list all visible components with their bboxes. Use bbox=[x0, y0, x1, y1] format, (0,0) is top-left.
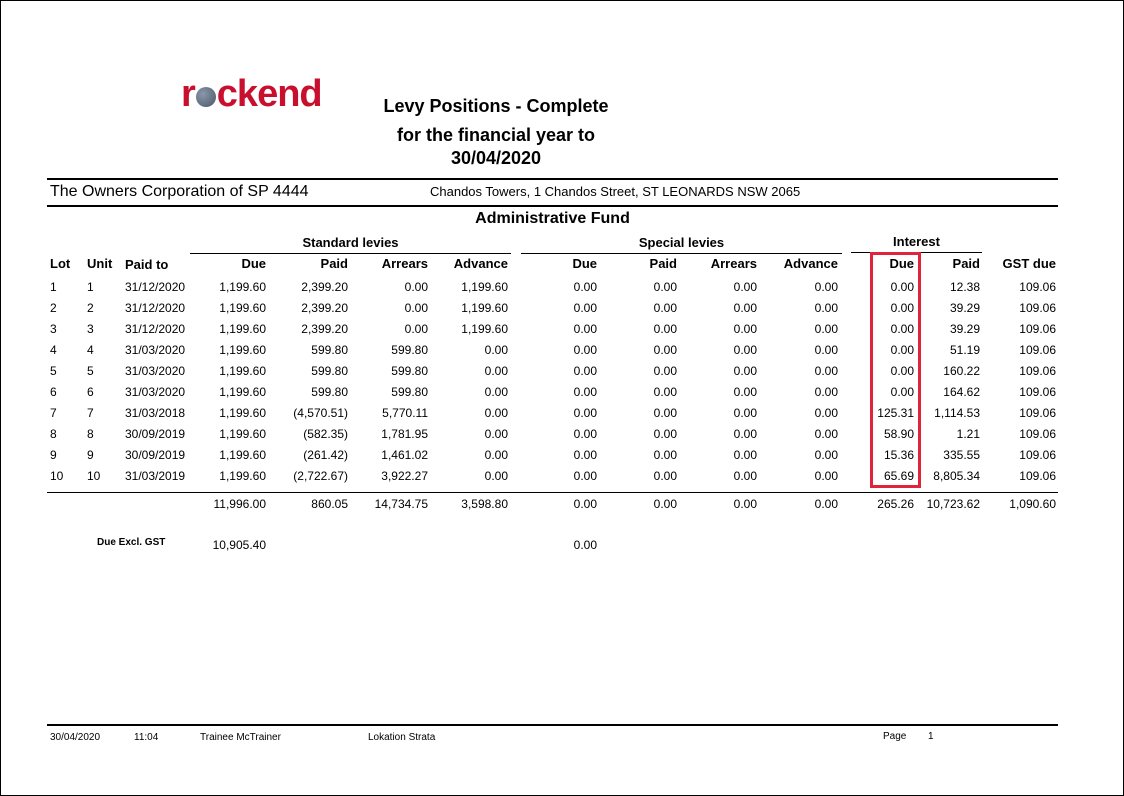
cell-spec-due: 0.00 bbox=[573, 427, 597, 441]
cell-int-paid: 39.29 bbox=[949, 322, 980, 336]
cell-spec-due: 0.00 bbox=[573, 343, 597, 357]
cell-paid-to: 31/03/2019 bbox=[125, 469, 186, 483]
cell-int-paid: 160.22 bbox=[943, 364, 980, 378]
cell-spec-paid: 0.00 bbox=[653, 406, 677, 420]
cell-unit: 9 bbox=[87, 448, 94, 462]
due-excl-gst-label: Due Excl. GST bbox=[97, 537, 166, 548]
cell-paid-to: 31/12/2020 bbox=[125, 280, 186, 294]
cell-std-due: 1,199.60 bbox=[219, 448, 266, 462]
cell-spec-paid: 0.00 bbox=[653, 301, 677, 315]
cell-gst-due: 109.06 bbox=[1019, 385, 1056, 399]
footer-user: Trainee McTrainer bbox=[200, 732, 281, 743]
group-interest: Interest bbox=[893, 234, 940, 249]
cell-std-paid: 2,399.20 bbox=[301, 322, 348, 336]
total-std-paid: 860.05 bbox=[311, 497, 348, 511]
cell-spec-due: 0.00 bbox=[573, 364, 597, 378]
cell-gst-due: 109.06 bbox=[1019, 448, 1056, 462]
cell-std-arrears: 1,781.95 bbox=[381, 427, 428, 441]
group-underline bbox=[190, 253, 511, 254]
cell-std-due: 1,199.60 bbox=[219, 343, 266, 357]
col-header-int-paid: Paid bbox=[952, 256, 980, 271]
cell-std-arrears: 5,770.11 bbox=[382, 406, 428, 420]
cell-paid-to: 31/03/2018 bbox=[125, 406, 186, 420]
cell-std-advance: 0.00 bbox=[484, 448, 508, 462]
cell-std-advance: 1,199.60 bbox=[461, 301, 508, 315]
report-subtitle: for the financial year to bbox=[396, 125, 596, 145]
total-spec-paid: 0.00 bbox=[653, 497, 677, 511]
cell-spec-advance: 0.00 bbox=[814, 427, 838, 441]
cell-spec-advance: 0.00 bbox=[814, 364, 838, 378]
cell-std-due: 1,199.60 bbox=[219, 301, 266, 315]
cell-unit: 2 bbox=[87, 301, 94, 315]
cell-int-due: 15.36 bbox=[883, 448, 914, 462]
cell-unit: 6 bbox=[87, 385, 94, 399]
cell-paid-to: 31/12/2020 bbox=[125, 322, 186, 336]
cell-unit: 5 bbox=[87, 364, 94, 378]
cell-std-paid: (2,722.67) bbox=[293, 469, 348, 483]
cell-spec-due: 0.00 bbox=[573, 301, 597, 315]
cell-spec-paid: 0.00 bbox=[653, 385, 677, 399]
cell-lot: 9 bbox=[50, 448, 57, 462]
cell-spec-advance: 0.00 bbox=[814, 322, 838, 336]
cell-spec-advance: 0.00 bbox=[814, 301, 838, 315]
cell-spec-arrears: 0.00 bbox=[733, 301, 757, 315]
cell-lot: 8 bbox=[50, 427, 57, 441]
col-header-int-due: Due bbox=[889, 256, 914, 271]
cell-int-due: 0.00 bbox=[890, 343, 914, 357]
footer-page-label: Page bbox=[883, 731, 907, 742]
cell-spec-due: 0.00 bbox=[573, 469, 597, 483]
totals-divider bbox=[47, 492, 1058, 493]
footer-company: Lokation Strata bbox=[368, 732, 436, 743]
col-header-std-paid: Paid bbox=[320, 256, 348, 271]
cell-lot: 2 bbox=[50, 301, 57, 315]
corp-name: The Owners Corporation of SP 4444 bbox=[50, 183, 309, 200]
col-header-spec-paid: Paid bbox=[649, 256, 677, 271]
total-gst-due: 1,090.60 bbox=[1009, 497, 1056, 511]
cell-std-due: 1,199.60 bbox=[219, 364, 266, 378]
total-spec-advance: 0.00 bbox=[814, 497, 838, 511]
cell-lot: 7 bbox=[50, 406, 57, 420]
cell-std-arrears: 599.80 bbox=[391, 364, 428, 378]
cell-std-arrears: 599.80 bbox=[391, 385, 428, 399]
cell-std-advance: 0.00 bbox=[484, 427, 508, 441]
cell-std-arrears: 0.00 bbox=[404, 280, 428, 294]
cell-std-advance: 1,199.60 bbox=[461, 322, 508, 336]
cell-std-advance: 0.00 bbox=[484, 469, 508, 483]
cell-spec-arrears: 0.00 bbox=[733, 280, 757, 294]
cell-std-advance: 0.00 bbox=[484, 364, 508, 378]
cell-lot: 1 bbox=[50, 280, 57, 294]
cell-std-advance: 0.00 bbox=[484, 343, 508, 357]
cell-unit: 7 bbox=[87, 406, 94, 420]
cell-std-arrears: 3,922.27 bbox=[381, 469, 428, 483]
total-std-arrears: 14,734.75 bbox=[374, 497, 428, 511]
logo-globe-icon bbox=[196, 87, 216, 107]
cell-unit: 8 bbox=[87, 427, 94, 441]
cell-spec-advance: 0.00 bbox=[814, 385, 838, 399]
total-int-paid: 10,723.62 bbox=[926, 497, 980, 511]
fund-title: Administrative Fund bbox=[475, 210, 630, 227]
cell-gst-due: 109.06 bbox=[1019, 322, 1056, 336]
cell-gst-due: 109.06 bbox=[1019, 427, 1056, 441]
col-header-paid-to: Paid to bbox=[125, 257, 169, 272]
cell-spec-arrears: 0.00 bbox=[733, 406, 757, 420]
cell-paid-to: 31/03/2020 bbox=[125, 385, 186, 399]
cell-int-paid: 1,114.53 bbox=[934, 406, 980, 420]
group-standard-levies: Standard levies bbox=[302, 235, 399, 250]
cell-spec-arrears: 0.00 bbox=[733, 469, 757, 483]
due-excl-gst-special: 0.00 bbox=[573, 538, 597, 552]
total-int-due: 265.26 bbox=[877, 497, 914, 511]
cell-paid-to: 30/09/2019 bbox=[125, 448, 186, 462]
corp-address: Chandos Towers, 1 Chandos Street, ST LEONARDS NSW 2065 bbox=[430, 184, 801, 199]
cell-lot: 4 bbox=[50, 343, 57, 357]
cell-int-paid: 12.38 bbox=[949, 280, 980, 294]
col-header-spec-due: Due bbox=[572, 256, 597, 271]
cell-int-paid: 335.55 bbox=[943, 448, 980, 462]
cell-gst-due: 109.06 bbox=[1019, 469, 1056, 483]
footer-time: 11:04 bbox=[134, 732, 159, 743]
cell-spec-due: 0.00 bbox=[573, 322, 597, 336]
col-header-std-advance: Advance bbox=[453, 256, 508, 271]
footer-page-number: 1 bbox=[928, 731, 934, 742]
cell-spec-paid: 0.00 bbox=[653, 364, 677, 378]
cell-spec-due: 0.00 bbox=[573, 406, 597, 420]
cell-gst-due: 109.06 bbox=[1019, 364, 1056, 378]
cell-gst-due: 109.06 bbox=[1019, 343, 1056, 357]
due-excl-gst-standard: 10,905.40 bbox=[212, 538, 266, 552]
cell-std-due: 1,199.60 bbox=[219, 469, 266, 483]
group-special-levies: Special levies bbox=[638, 235, 725, 250]
cell-int-due: 0.00 bbox=[890, 385, 914, 399]
cell-int-paid: 1.21 bbox=[956, 427, 980, 441]
cell-gst-due: 109.06 bbox=[1019, 406, 1056, 420]
col-header-std-due: Due bbox=[241, 256, 266, 271]
cell-spec-advance: 0.00 bbox=[814, 406, 838, 420]
cell-paid-to: 30/09/2019 bbox=[125, 427, 186, 441]
cell-unit: 4 bbox=[87, 343, 94, 357]
divider bbox=[47, 205, 1058, 207]
cell-std-advance: 1,199.60 bbox=[461, 280, 508, 294]
cell-spec-paid: 0.00 bbox=[653, 280, 677, 294]
cell-lot: 10 bbox=[50, 469, 64, 483]
total-std-advance: 3,598.80 bbox=[461, 497, 508, 511]
total-spec-due: 0.00 bbox=[573, 497, 597, 511]
total-std-due: 11,996.00 bbox=[213, 497, 266, 511]
divider bbox=[47, 178, 1058, 180]
rockend-logo: r ckend bbox=[181, 73, 322, 115]
cell-spec-arrears: 0.00 bbox=[733, 322, 757, 336]
cell-spec-due: 0.00 bbox=[573, 280, 597, 294]
cell-spec-paid: 0.00 bbox=[653, 427, 677, 441]
cell-std-paid: 599.80 bbox=[311, 385, 348, 399]
cell-paid-to: 31/03/2020 bbox=[125, 364, 186, 378]
cell-lot: 6 bbox=[50, 385, 57, 399]
cell-paid-to: 31/03/2020 bbox=[125, 343, 186, 357]
cell-std-due: 1,199.60 bbox=[219, 406, 266, 420]
cell-spec-paid: 0.00 bbox=[653, 448, 677, 462]
cell-unit: 1 bbox=[87, 280, 94, 294]
cell-spec-due: 0.00 bbox=[573, 448, 597, 462]
cell-spec-arrears: 0.00 bbox=[733, 343, 757, 357]
cell-spec-paid: 0.00 bbox=[653, 469, 677, 483]
cell-lot: 3 bbox=[50, 322, 57, 336]
cell-std-arrears: 0.00 bbox=[404, 322, 428, 336]
cell-std-paid: (4,570.51) bbox=[293, 406, 348, 420]
cell-std-arrears: 599.80 bbox=[391, 343, 428, 357]
cell-int-due: 0.00 bbox=[890, 280, 914, 294]
cell-int-due: 58.90 bbox=[883, 427, 914, 441]
col-header-lot: Lot bbox=[50, 256, 71, 271]
cell-gst-due: 109.06 bbox=[1019, 301, 1056, 315]
interest-due-highlight bbox=[870, 252, 921, 488]
cell-int-due: 65.69 bbox=[883, 469, 914, 483]
col-header-spec-arrears: Arrears bbox=[710, 256, 757, 271]
footer-date: 30/04/2020 bbox=[50, 732, 101, 743]
col-header-std-arrears: Arrears bbox=[381, 256, 428, 271]
col-header-spec-advance: Advance bbox=[783, 256, 838, 271]
cell-unit: 3 bbox=[87, 322, 94, 336]
cell-std-due: 1,199.60 bbox=[219, 427, 266, 441]
cell-spec-advance: 0.00 bbox=[814, 343, 838, 357]
cell-std-advance: 0.00 bbox=[484, 406, 508, 420]
cell-std-due: 1,199.60 bbox=[219, 322, 266, 336]
total-spec-arrears: 0.00 bbox=[733, 497, 757, 511]
cell-spec-advance: 0.00 bbox=[814, 280, 838, 294]
cell-int-paid: 164.62 bbox=[943, 385, 980, 399]
cell-std-paid: 599.80 bbox=[311, 364, 348, 378]
cell-std-arrears: 0.00 bbox=[404, 301, 428, 315]
cell-std-paid: 2,399.20 bbox=[301, 280, 348, 294]
cell-int-paid: 51.19 bbox=[949, 343, 980, 357]
cell-int-paid: 39.29 bbox=[949, 301, 980, 315]
cell-std-due: 1,199.60 bbox=[219, 385, 266, 399]
col-header-gst-due: GST due bbox=[1002, 256, 1056, 271]
cell-std-paid: 2,399.20 bbox=[301, 301, 348, 315]
cell-spec-arrears: 0.00 bbox=[733, 448, 757, 462]
cell-paid-to: 31/12/2020 bbox=[125, 301, 186, 315]
cell-spec-paid: 0.00 bbox=[653, 343, 677, 357]
cell-int-paid: 8,805.34 bbox=[933, 469, 980, 483]
cell-gst-due: 109.06 bbox=[1019, 280, 1056, 294]
cell-int-due: 0.00 bbox=[890, 322, 914, 336]
cell-int-due: 125.31 bbox=[877, 406, 914, 420]
cell-std-paid: (261.42) bbox=[303, 448, 348, 462]
cell-spec-arrears: 0.00 bbox=[733, 427, 757, 441]
group-underline bbox=[521, 253, 842, 254]
report-date: 30/04/2020 bbox=[450, 148, 542, 168]
cell-std-advance: 0.00 bbox=[484, 385, 508, 399]
cell-spec-paid: 0.00 bbox=[653, 322, 677, 336]
cell-std-paid: (582.35) bbox=[303, 427, 348, 441]
cell-spec-arrears: 0.00 bbox=[733, 385, 757, 399]
col-header-unit: Unit bbox=[87, 256, 113, 271]
cell-std-due: 1,199.60 bbox=[219, 280, 266, 294]
cell-spec-arrears: 0.00 bbox=[733, 364, 757, 378]
cell-spec-advance: 0.00 bbox=[814, 448, 838, 462]
cell-spec-due: 0.00 bbox=[573, 385, 597, 399]
cell-lot: 5 bbox=[50, 364, 57, 378]
cell-std-arrears: 1,461.02 bbox=[381, 448, 428, 462]
report-title: Levy Positions - Complete bbox=[383, 96, 609, 116]
cell-unit: 10 bbox=[87, 469, 101, 483]
cell-int-due: 0.00 bbox=[890, 364, 914, 378]
cell-std-paid: 599.80 bbox=[311, 343, 348, 357]
cell-int-due: 0.00 bbox=[890, 301, 914, 315]
cell-spec-advance: 0.00 bbox=[814, 469, 838, 483]
footer-divider bbox=[47, 724, 1058, 726]
